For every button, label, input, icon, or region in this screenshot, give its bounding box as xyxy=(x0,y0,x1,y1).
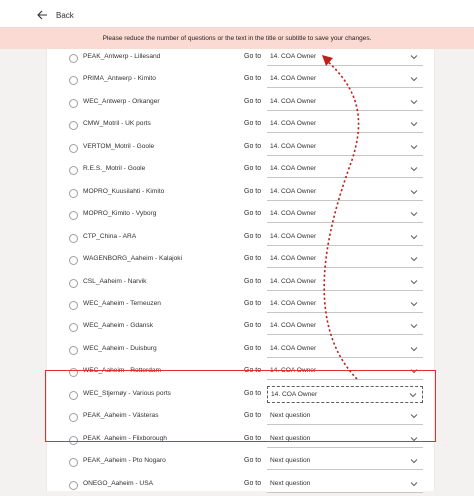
error-message: Please reduce the number of questions or the text in the title or subtitle to save your changes. xyxy=(102,35,372,42)
goto-label: Go to xyxy=(244,143,262,150)
dropdown-value: 14. COA Owner xyxy=(270,233,317,240)
chevron-down-icon xyxy=(410,234,418,240)
goto-dropdown[interactable] xyxy=(267,296,423,313)
goto-label: Go to xyxy=(244,233,262,240)
branching-row xyxy=(47,206,434,226)
goto-label: Go to xyxy=(244,278,262,285)
branching-row xyxy=(47,408,434,428)
goto-dropdown[interactable] xyxy=(267,184,423,201)
goto-label: Go to xyxy=(244,188,262,195)
option-radio[interactable] xyxy=(69,234,78,243)
arrow-left-icon xyxy=(37,10,48,20)
option-label: CMW_Motril - UK ports xyxy=(83,120,151,127)
option-label: PEAK_Aaheim - Västeras xyxy=(83,412,159,419)
goto-label: Go to xyxy=(244,345,262,352)
branching-row xyxy=(47,184,434,204)
goto-dropdown[interactable] xyxy=(267,71,423,88)
option-radio[interactable] xyxy=(69,436,78,445)
dropdown-value: 14. COA Owner xyxy=(270,165,317,172)
chevron-down-icon xyxy=(410,189,418,195)
option-label: R.E.S._Motril - Goole xyxy=(83,165,146,172)
option-label: PEAK_Aaheim - Pto Nogaro xyxy=(83,457,166,464)
branching-row xyxy=(47,363,434,383)
chevron-down-icon xyxy=(410,458,418,464)
branching-row xyxy=(47,476,434,496)
option-label: WEC_Aaheim - Terneuzen xyxy=(83,300,161,307)
dropdown-value: 14. COA Owner xyxy=(270,143,317,150)
option-radio[interactable] xyxy=(69,99,78,108)
dropdown-value: 14. COA Owner xyxy=(270,120,317,127)
goto-label: Go to xyxy=(244,480,262,487)
branching-row xyxy=(47,453,434,473)
goto-dropdown[interactable] xyxy=(267,274,423,291)
goto-dropdown[interactable] xyxy=(267,116,423,133)
goto-dropdown[interactable] xyxy=(267,229,423,246)
goto-dropdown[interactable] xyxy=(267,453,423,470)
option-radio[interactable] xyxy=(69,54,78,63)
chevron-down-icon xyxy=(410,144,418,150)
dropdown-value: 14. COA Owner xyxy=(270,367,317,374)
goto-label: Go to xyxy=(244,390,262,397)
goto-label: Go to xyxy=(244,322,262,329)
goto-dropdown[interactable] xyxy=(267,476,423,493)
back-button[interactable] xyxy=(37,7,74,23)
branching-row xyxy=(47,296,434,316)
chevron-down-icon xyxy=(410,413,418,419)
option-label: WEC_Aaheim - Rotterdam xyxy=(83,367,162,374)
dropdown-value: 14. COA Owner xyxy=(270,345,317,352)
chevron-down-icon xyxy=(409,392,417,398)
chevron-down-icon xyxy=(410,76,418,82)
dropdown-value: 14. COA Owner xyxy=(270,300,317,307)
dropdown-value: 14. COA Owner xyxy=(270,210,317,217)
option-label: WAGENBORG_Aaheim - Kalajoki xyxy=(83,255,183,262)
goto-label: Go to xyxy=(244,210,262,217)
dropdown-value: 14. COA Owner xyxy=(270,98,317,105)
goto-dropdown[interactable] xyxy=(267,341,423,358)
option-radio[interactable] xyxy=(69,211,78,220)
goto-label: Go to xyxy=(244,435,262,442)
branching-row xyxy=(47,94,434,114)
goto-dropdown[interactable] xyxy=(267,408,423,425)
chevron-down-icon xyxy=(410,436,418,442)
option-label: CSL_Aaheim - Narvik xyxy=(83,278,147,285)
goto-dropdown[interactable] xyxy=(267,94,423,111)
option-radio[interactable] xyxy=(69,256,78,265)
option-label: ONEGO_Aaheim - USA xyxy=(83,480,153,487)
option-label: PEAK_Antwerp - Lillesand xyxy=(83,53,161,60)
goto-label: Go to xyxy=(244,367,262,374)
dropdown-value: Next question xyxy=(270,480,311,487)
option-label: CTP_China - ARA xyxy=(83,233,137,240)
chevron-down-icon xyxy=(410,166,418,172)
goto-label: Go to xyxy=(244,457,262,464)
chevron-down-icon xyxy=(410,481,418,487)
option-radio[interactable] xyxy=(69,121,78,130)
goto-dropdown[interactable] xyxy=(267,431,423,448)
option-radio[interactable] xyxy=(69,481,78,490)
option-radio[interactable] xyxy=(69,189,78,198)
goto-dropdown[interactable] xyxy=(267,139,423,156)
dropdown-value: 14. COA Owner xyxy=(270,188,317,195)
goto-dropdown[interactable] xyxy=(267,363,423,380)
goto-dropdown[interactable] xyxy=(267,318,423,335)
dropdown-value: 14. COA Owner xyxy=(270,53,317,60)
branching-row xyxy=(47,251,434,271)
option-label: MOPRO_Kuusilahti - Kimito xyxy=(83,188,165,195)
option-radio[interactable] xyxy=(69,166,78,175)
branching-row xyxy=(47,386,434,406)
chevron-down-icon xyxy=(410,279,418,285)
branching-row xyxy=(47,139,434,159)
option-label: WEC_Aaheim - Duisburg xyxy=(83,345,157,352)
goto-label: Go to xyxy=(244,98,262,105)
chevron-down-icon xyxy=(410,99,418,105)
dropdown-value: Next question xyxy=(270,435,311,442)
option-radio[interactable] xyxy=(69,346,78,355)
dropdown-value: Next question xyxy=(270,457,311,464)
option-radio[interactable] xyxy=(69,279,78,288)
option-radio[interactable] xyxy=(69,458,78,467)
error-banner xyxy=(0,28,474,49)
option-radio[interactable] xyxy=(69,368,78,377)
option-radio[interactable] xyxy=(69,301,78,310)
option-radio[interactable] xyxy=(69,144,78,153)
branching-row xyxy=(47,116,434,136)
option-radio[interactable] xyxy=(69,76,78,85)
dropdown-value: 14. COA Owner xyxy=(270,75,317,82)
chevron-down-icon xyxy=(410,256,418,262)
branching-panel xyxy=(46,49,435,491)
dropdown-value: 14. COA Owner xyxy=(270,278,317,285)
option-label: MOPRO_Kimito - Vyborg xyxy=(83,210,157,217)
branching-row xyxy=(47,49,434,69)
branching-row xyxy=(47,71,434,91)
goto-label: Go to xyxy=(244,165,262,172)
chevron-down-icon xyxy=(410,121,418,127)
back-label: Back xyxy=(56,10,74,20)
goto-label: Go to xyxy=(244,75,262,82)
top-bar xyxy=(0,0,474,28)
goto-dropdown[interactable] xyxy=(267,161,423,178)
branching-row xyxy=(47,229,434,249)
chevron-down-icon xyxy=(410,323,418,329)
option-radio[interactable] xyxy=(69,391,78,400)
goto-label: Go to xyxy=(244,120,262,127)
option-label: PEAK_Aaheim - Flixborough xyxy=(83,435,167,442)
goto-dropdown[interactable] xyxy=(267,206,423,223)
dropdown-value: 14. COA Owner xyxy=(270,255,317,262)
branching-row xyxy=(47,161,434,181)
dropdown-value: Next question xyxy=(270,412,311,419)
chevron-down-icon xyxy=(410,346,418,352)
option-label: WEC_Antwerp - Orkanger xyxy=(83,98,160,105)
branching-row xyxy=(47,431,434,451)
option-radio[interactable] xyxy=(69,323,78,332)
chevron-down-icon xyxy=(410,301,418,307)
chevron-down-icon xyxy=(410,368,418,374)
goto-label: Go to xyxy=(244,300,262,307)
goto-dropdown[interactable] xyxy=(267,251,423,268)
goto-dropdown[interactable] xyxy=(267,49,423,66)
option-radio[interactable] xyxy=(69,413,78,422)
branching-row xyxy=(47,318,434,338)
option-label: WEC_Aaheim - Gdansk xyxy=(83,322,153,329)
branching-row xyxy=(47,274,434,294)
goto-dropdown[interactable] xyxy=(267,386,423,403)
goto-label: Go to xyxy=(244,53,262,60)
dropdown-value: 14. COA Owner xyxy=(270,322,317,329)
dropdown-value: 14. COA Owner xyxy=(271,391,318,398)
option-label: WEC_Stjernøy - Various ports xyxy=(83,390,171,397)
chevron-down-icon xyxy=(410,211,418,217)
goto-label: Go to xyxy=(244,412,262,419)
option-label: VERTOM_Motril - Goole xyxy=(83,143,155,150)
goto-label: Go to xyxy=(244,255,262,262)
option-label: PRIMA_Antwerp - Kimito xyxy=(83,75,156,82)
branching-row xyxy=(47,341,434,361)
chevron-down-icon xyxy=(410,54,418,60)
